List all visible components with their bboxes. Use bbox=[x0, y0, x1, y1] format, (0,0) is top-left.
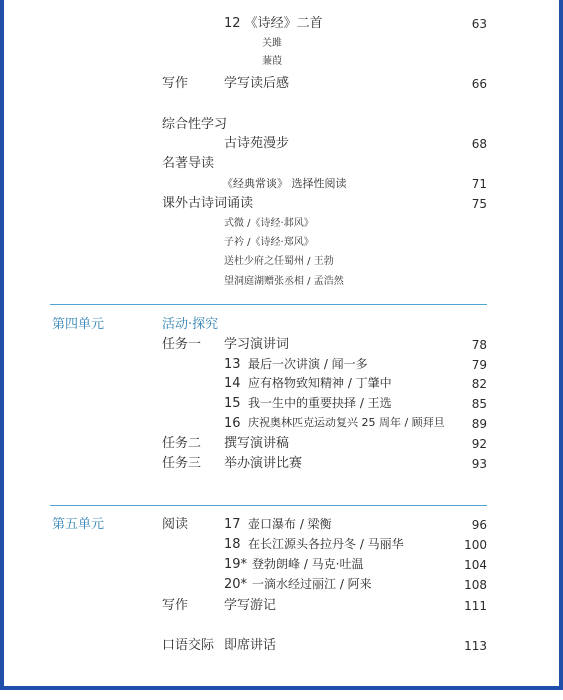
page-number: 96 bbox=[471, 518, 487, 532]
section-divider bbox=[50, 505, 487, 506]
page-number: 85 bbox=[471, 397, 487, 411]
toc-poem-item[interactable]: 望洞庭湖赠张丞相 / 孟浩然 bbox=[224, 276, 344, 287]
page-border-right bbox=[559, 0, 563, 690]
toc-item-classics[interactable]: 《经典常谈》 选择性阅读 bbox=[222, 177, 347, 190]
toc-lesson-title[interactable]: 我一生中的重要抉择 / 王选 bbox=[248, 396, 392, 410]
toc-lesson-12[interactable]: 12 《诗经》二首 bbox=[224, 16, 323, 31]
task-label: 任务三 bbox=[162, 456, 202, 471]
section-divider bbox=[50, 304, 487, 305]
toc-lesson-title[interactable]: 最后一次讲演 / 闻一多 bbox=[248, 357, 368, 371]
toc-item-task[interactable]: 学习演讲词 bbox=[224, 337, 290, 352]
lesson-number: 13 bbox=[224, 357, 241, 372]
lesson-number: 18 bbox=[224, 537, 241, 552]
toc-section-label: 综合性学习 bbox=[162, 117, 228, 132]
toc-item-task[interactable]: 撰写演讲稿 bbox=[224, 436, 290, 451]
toc-item-task[interactable]: 举办演讲比赛 bbox=[224, 456, 303, 471]
toc-lesson-title[interactable]: 一滴水经过丽江 / 阿来 bbox=[252, 577, 372, 591]
page-number: 68 bbox=[471, 137, 487, 151]
lesson-number: 16 bbox=[224, 416, 241, 431]
page-border-bottom bbox=[0, 686, 563, 690]
toc-item-oral[interactable]: 即席讲话 bbox=[224, 638, 277, 653]
lesson-number: 14 bbox=[224, 376, 241, 391]
page-number: 78 bbox=[471, 338, 487, 352]
toc-sub-item[interactable]: 关雎 bbox=[262, 38, 282, 49]
page-number: 82 bbox=[471, 377, 487, 391]
page-number: 104 bbox=[464, 558, 487, 572]
toc-poem-item[interactable]: 送杜少府之任蜀州 / 王勃 bbox=[224, 256, 334, 267]
section-label-reading: 阅读 bbox=[162, 517, 189, 532]
toc-lesson-title[interactable]: 登勃朗峰 / 马克·吐温 bbox=[252, 557, 364, 571]
page-number: 75 bbox=[471, 197, 487, 211]
toc-lesson-title[interactable]: 应有格物致知精神 / 丁肇中 bbox=[248, 376, 392, 390]
toc-lesson-title[interactable]: 在长江源头各拉丹冬 / 马丽华 bbox=[248, 537, 404, 551]
lesson-number: 15 bbox=[224, 396, 241, 411]
toc-lesson-title[interactable]: 庆祝奥林匹克运动复兴 25 周年 / 顾拜旦 bbox=[248, 416, 445, 429]
page-number: 92 bbox=[471, 437, 487, 451]
toc-section-label: 写作 bbox=[162, 598, 189, 613]
toc-section-label: 口语交际 bbox=[162, 638, 215, 653]
toc-poem-item[interactable]: 式微 /《诗经·邶风》 bbox=[224, 218, 314, 229]
page-number: 79 bbox=[471, 358, 487, 372]
page-number: 89 bbox=[471, 417, 487, 431]
page-border-left bbox=[0, 0, 4, 690]
unit-theme[interactable]: 活动·探究 bbox=[162, 317, 219, 332]
page-number: 113 bbox=[464, 639, 487, 653]
toc-item-comprehensive[interactable]: 古诗苑漫步 bbox=[224, 136, 290, 151]
toc-section-label[interactable]: 课外古诗词诵读 bbox=[162, 196, 254, 211]
page-number: 100 bbox=[464, 538, 487, 552]
task-label: 任务二 bbox=[162, 436, 202, 451]
page-number: 66 bbox=[471, 77, 487, 91]
toc-item-writing[interactable]: 学写读后感 bbox=[224, 76, 290, 91]
toc-lesson-title[interactable]: 壶口瀑布 / 梁衡 bbox=[248, 517, 332, 531]
page-number: 71 bbox=[471, 177, 487, 191]
toc-section-label: 写作 bbox=[162, 76, 189, 91]
toc-item-writing[interactable]: 学写游记 bbox=[224, 598, 277, 613]
toc-section-label: 名著导读 bbox=[162, 156, 215, 171]
toc-poem-item[interactable]: 子衿 /《诗经·郑风》 bbox=[224, 237, 314, 248]
lesson-number: 17 bbox=[224, 517, 241, 532]
page-number: 111 bbox=[464, 599, 487, 613]
toc-sub-item[interactable]: 蒹葭 bbox=[262, 56, 282, 67]
page-number: 63 bbox=[471, 17, 487, 31]
unit-title: 第四单元 bbox=[52, 317, 105, 332]
page-number: 93 bbox=[471, 457, 487, 471]
lesson-number: 20* bbox=[224, 577, 248, 592]
page-number: 108 bbox=[464, 578, 487, 592]
unit-title: 第五单元 bbox=[52, 517, 105, 532]
task-label: 任务一 bbox=[162, 337, 202, 352]
lesson-number: 19* bbox=[224, 557, 248, 572]
